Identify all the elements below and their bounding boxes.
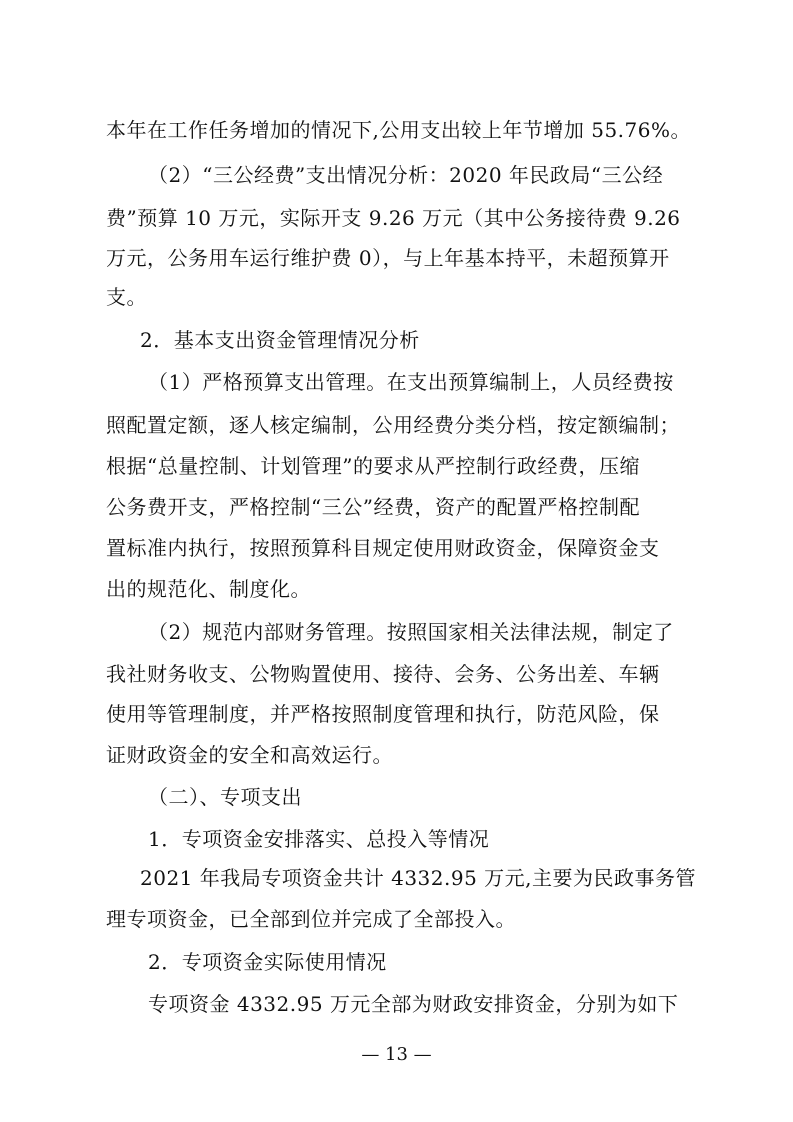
text-line: 支。 [106, 285, 147, 309]
page-number: — 13 — [361, 1044, 432, 1065]
text-line: 2021 年我局专项资金共计 4332.95 万元,主要为民政事务管 [140, 866, 697, 890]
text-line: 证财政资金的安全和高效运行。 [106, 743, 393, 767]
text-line: 出的规范化、制度化。 [106, 577, 311, 601]
subsection-heading: 1．专项资金安排落实、总投入等情况 [148, 827, 490, 851]
section-heading: （二）、专项支出 [148, 785, 302, 809]
text-line: 公务费开支，严格控制“三公”经费，资产的配置严格控制配 [106, 495, 640, 519]
text-line: 使用等管理制度，并严格按照制度管理和执行，防范风险，保 [106, 702, 660, 726]
subsection-heading: 2．专项资金实际使用情况 [148, 950, 387, 974]
text-line: 理专项资金，已全部到位并完成了全部投入。 [106, 907, 516, 931]
text-line: 置标准内执行，按照预算科目规定使用财政资金，保障资金支 [106, 536, 660, 560]
text-line: 本年在工作任务增加的情况下,公用支出较上年节增加 55.76%。 [106, 118, 691, 142]
text-line: 费”预算 10 万元，实际开支 9.26 万元（其中公务接待费 9.26 [106, 206, 681, 230]
section-heading: 2．基本支出资金管理情况分析 [140, 328, 420, 352]
text-line: 万元，公务用车运行维护费 0），与上年基本持平，未超预算开 [106, 246, 670, 270]
text-line: 我社财务收支、公物购置使用、接待、会务、公务出差、车辆 [106, 662, 660, 686]
text-line: 专项资金 4332.95 万元全部为财政安排资金，分别为如下 [148, 992, 679, 1016]
text-line: 照配置定额，逐人核定编制，公用经费分类分档，按定额编制； [106, 413, 680, 437]
text-line: （2）规范内部财务管理。按照国家相关法律法规，制定了 [148, 620, 674, 644]
text-line: （1）严格预算支出管理。在支出预算编制上，人员经费按 [148, 370, 674, 394]
text-line: 根据“总量控制、计划管理”的要求从严控制行政经费，压缩 [106, 454, 640, 478]
text-line: （2）“三公经费”支出情况分析：2020 年民政局“三公经 [148, 163, 664, 187]
